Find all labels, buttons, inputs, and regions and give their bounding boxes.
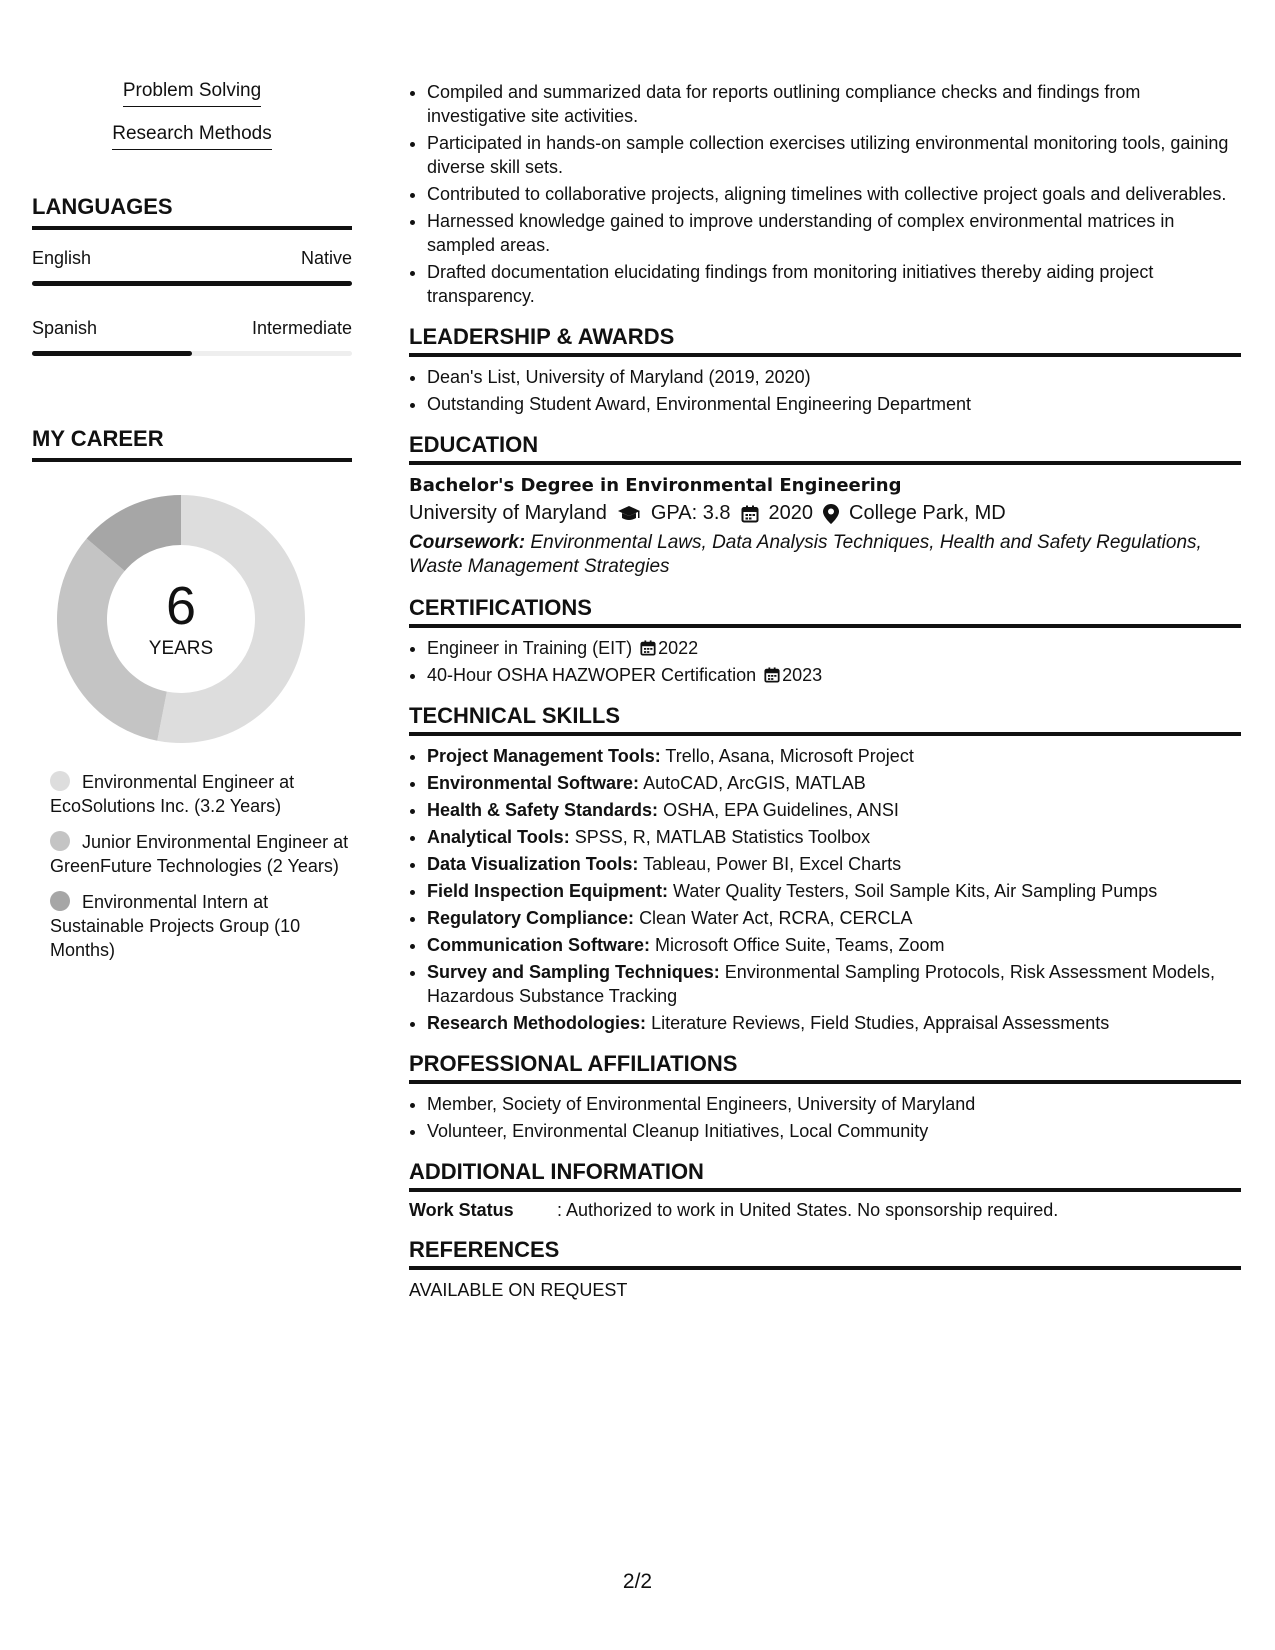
sidebar — [32, 80, 352, 974]
list-item: • Participated in hands-on sample collection exercises utilizing environmental monitoring tools, gaining diverse skill sets. — [427, 131, 1241, 179]
language-bar — [32, 351, 352, 356]
language-item — [32, 318, 352, 356]
list-item: • Health & Safety Standards: OSHA, EPA Guidelines, ANSI — [427, 798, 1241, 822]
graduation-cap-icon — [617, 505, 641, 523]
work-status-row — [409, 1200, 1241, 1221]
list-item: • Data Visualization Tools: Tableau, Power BI, Excel Charts — [427, 852, 1241, 876]
language-level: Intermediate — [251, 318, 352, 338]
technical-skills-section — [409, 703, 1241, 1035]
certifications-section — [409, 595, 1241, 687]
skill-tag: Problem Solving — [32, 80, 352, 107]
list-item: • Environmental Software: AutoCAD, ArcGIS, MATLAB — [427, 771, 1241, 795]
calendar-icon — [640, 640, 656, 656]
section-heading: TECHNICAL SKILLS — [409, 703, 1241, 736]
career-donut — [56, 494, 306, 744]
languages-section — [32, 194, 352, 356]
career-legend-item: Junior Environmental Engineer at GreenFuture Technologies (2 Years) — [50, 832, 349, 876]
language-name: English — [32, 248, 92, 268]
language-bar-fill — [32, 281, 352, 286]
location: College Park, MD — [849, 502, 1006, 524]
list-item: • Communication Software: Microsoft Office Suite, Teams, Zoom — [427, 933, 1241, 957]
experience-bullets — [409, 80, 1241, 308]
affiliations-section — [409, 1051, 1241, 1143]
list-item: • Engineer in Training (EIT) 2022 — [427, 636, 1241, 660]
language-item — [32, 248, 352, 286]
additional-info-section — [409, 1159, 1241, 1221]
list-item: • Contributed to collaborative projects, aligning timelines with collective project goals and deliverables. — [427, 182, 1241, 206]
main-content — [409, 80, 1241, 1301]
language-level: Native — [300, 248, 352, 268]
donut-center — [56, 494, 306, 744]
section-heading: ADDITIONAL INFORMATION — [409, 1159, 1241, 1192]
section-heading: PROFESSIONAL AFFILIATIONS — [409, 1051, 1241, 1084]
language-name: Spanish — [32, 318, 98, 338]
skill-tag: Research Methods — [32, 123, 352, 150]
references-section — [409, 1237, 1241, 1301]
list-item: • Drafted documentation elucidating findings from monitoring initiatives thereby aiding project transparency. — [427, 260, 1241, 308]
legend-dot — [50, 891, 70, 911]
list-item: • Research Methodologies: Literature Reviews, Field Studies, Appraisal Assessments — [427, 1011, 1241, 1035]
legend-dot — [50, 831, 70, 851]
languages-heading: LANGUAGES — [32, 194, 352, 230]
language-bar — [32, 281, 352, 286]
education-section — [409, 432, 1241, 579]
graduation-year: 2020 — [768, 502, 814, 524]
list-item: • Project Management Tools: Trello, Asana, Microsoft Project — [427, 744, 1241, 768]
list-item: • Outstanding Student Award, Environmental Engineering Department — [427, 392, 1241, 416]
career-heading: MY CAREER — [32, 426, 352, 462]
career-section — [32, 426, 352, 962]
career-legend-item: Environmental Intern at Sustainable Projects Group (10 Months) — [50, 892, 301, 960]
list-item: • Field Inspection Equipment: Water Quality Testers, Soil Sample Kits, Air Sampling Pumps — [427, 879, 1241, 903]
section-heading: REFERENCES — [409, 1237, 1241, 1270]
list-item: • Regulatory Compliance: Clean Water Act, RCRA, CERCLA — [427, 906, 1241, 930]
calendar-icon — [764, 667, 780, 683]
section-heading: CERTIFICATIONS — [409, 595, 1241, 628]
work-status-label: Work Status — [409, 1200, 514, 1220]
location-pin-icon — [823, 504, 839, 524]
school-name: University of Maryland — [409, 502, 607, 524]
list-item: • Analytical Tools: SPSS, R, MATLAB Statistics Toolbox — [427, 825, 1241, 849]
career-unit: YEARS — [148, 638, 214, 659]
list-item: • Dean's List, University of Maryland (2019, 2020) — [427, 365, 1241, 389]
degree-title: Bachelor's Degree in Environmental Engineering — [409, 475, 902, 496]
language-bar-fill — [32, 351, 192, 356]
calendar-icon — [741, 505, 759, 523]
gpa: GPA: 3.8 — [650, 502, 731, 524]
education-meta — [409, 502, 1241, 525]
technical-skills-list — [409, 744, 1241, 1035]
list-item: • Member, Society of Environmental Engineers, University of Maryland — [427, 1092, 1241, 1116]
section-heading: LEADERSHIP & AWARDS — [409, 324, 1241, 357]
list-item: • Survey and Sampling Techniques: Environmental Sampling Protocols, Risk Assessment Models, Hazardous Substance Tracking — [427, 960, 1241, 1008]
legend-dot — [50, 771, 70, 791]
leadership-section — [409, 324, 1241, 416]
page-number: 2/2 — [622, 1570, 653, 1593]
list-item: • Harnessed knowledge gained to improve understanding of complex environmental matrices in sampled areas. — [427, 209, 1241, 257]
section-heading: EDUCATION — [409, 432, 1241, 465]
career-legend-item: Environmental Engineer at EcoSolutions Inc. (3.2 Years) — [50, 772, 295, 816]
coursework: Coursework: Environmental Laws, Data Analysis Techniques, Health and Safety Regulations, Waste Management Strategies — [409, 532, 1202, 577]
references-text: AVAILABLE ON REQUEST — [409, 1280, 628, 1300]
career-total: 6 — [165, 576, 197, 636]
career-legend — [50, 770, 352, 962]
list-item: • 40-Hour OSHA HAZWOPER Certification 2023 — [427, 663, 1241, 687]
list-item: • Compiled and summarized data for reports outlining compliance checks and findings from investigative site activities. — [427, 80, 1241, 128]
work-status-value: : Authorized to work in United States. No sponsorship required. — [557, 1200, 1059, 1220]
list-item: • Volunteer, Environmental Cleanup Initiatives, Local Community — [427, 1119, 1241, 1143]
